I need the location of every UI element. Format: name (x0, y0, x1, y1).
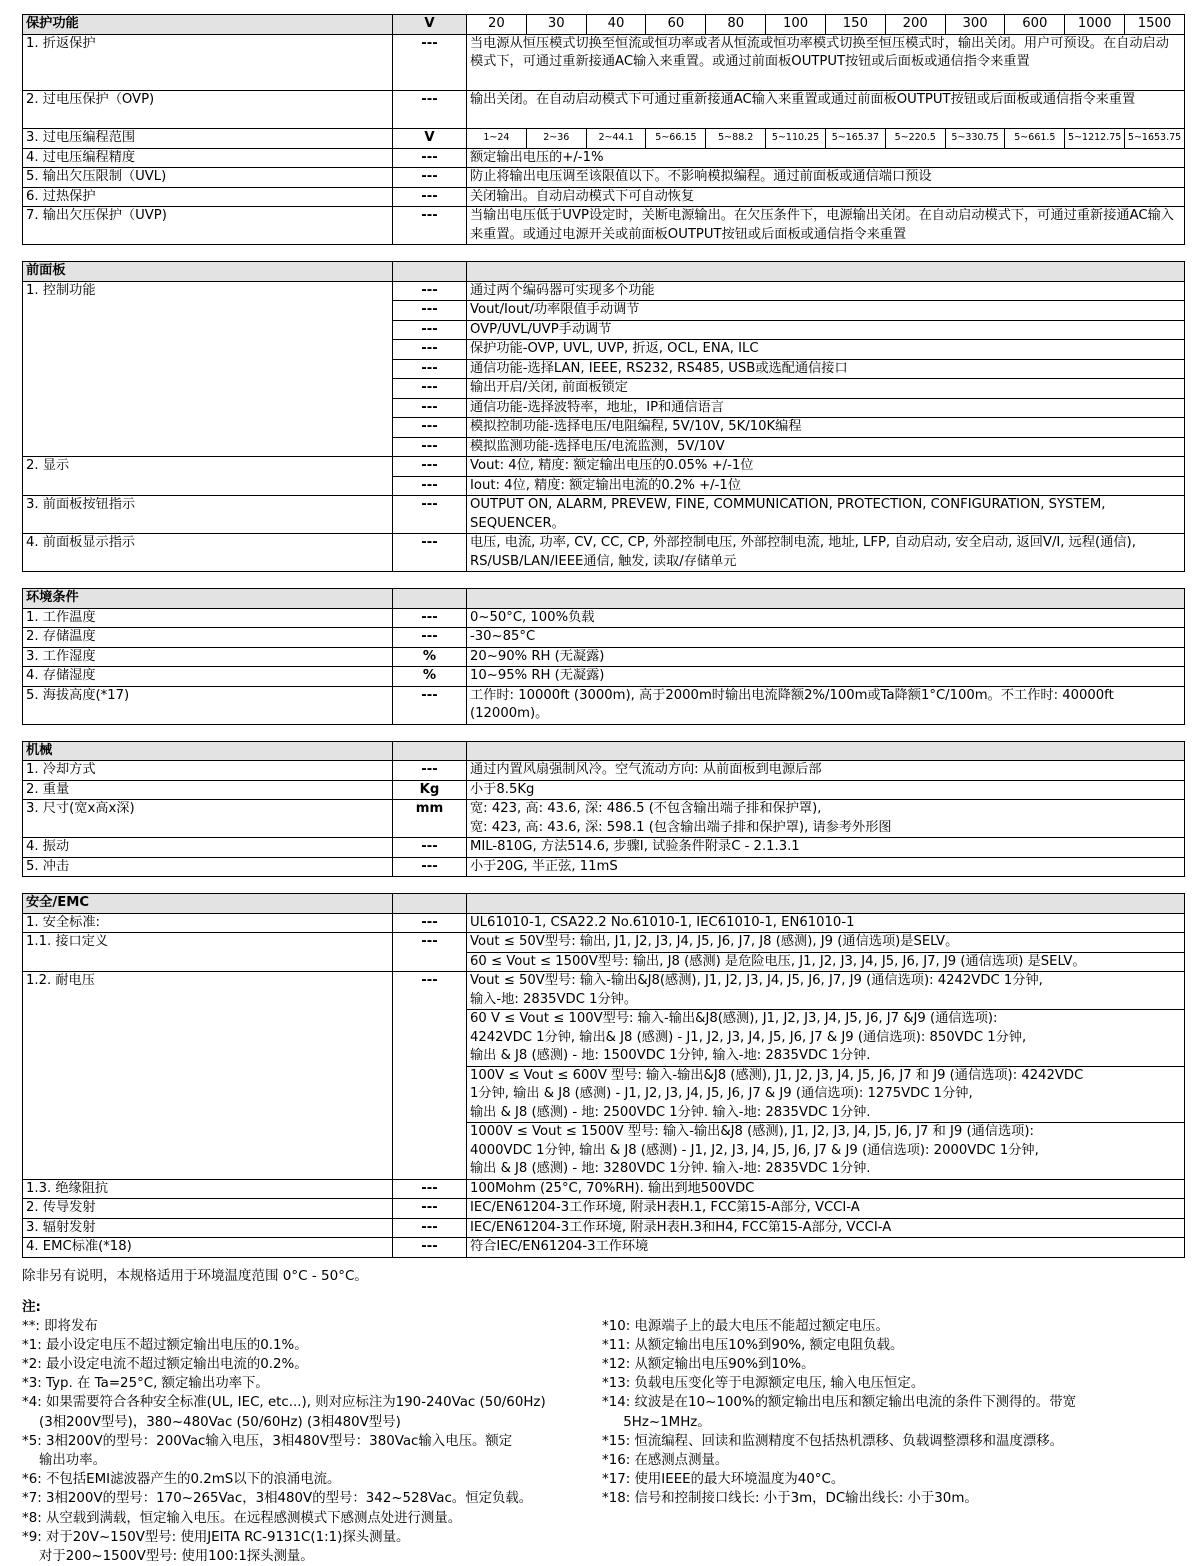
table-row (23, 647, 1185, 667)
table-row (23, 187, 1185, 207)
note-item: *10: 电源端子上的最大电压不能超过额定电压。 (602, 1318, 889, 1334)
note-item: **: 即将发布 (22, 1318, 98, 1334)
row-unit: --- (393, 838, 467, 858)
withstand-line: 输出 & J8 (感测) - 地: 2500VDC 1分钟. 输入-地: 2835VDC 1分钟. (470, 1104, 871, 1120)
row-unit: --- (393, 340, 467, 360)
withstand-line: 1000V ≤ Vout ≤ 1500V 型号: 输入-输出&J8 (感测), J1, J2, J3, J4, J5, J6, J7 和 J9 (通信选项): (470, 1124, 1034, 1139)
note-item: *5: 3相200V的型号：200Vac输入电压，3相480V型号：380Vac输入电压。额定 (22, 1433, 513, 1449)
row-unit: --- (393, 418, 467, 438)
ovp-range-cell: 5~220.5 (885, 129, 945, 149)
row-unit: --- (393, 476, 467, 496)
row-unit: % (393, 667, 467, 687)
row-label: 7. 输出欠压保护（UVP) (23, 207, 393, 245)
note-item: *11: 从额定输出电压10%到90%, 额定电阻负载。 (602, 1337, 904, 1353)
row-unit: --- (393, 933, 467, 972)
row-unit: --- (393, 34, 467, 91)
table-row (23, 1179, 1185, 1199)
row-label: 1.3. 绝缘阻抗 (23, 1179, 393, 1199)
row-value: 输出开启/关闭, 前面板锁定 (467, 379, 1185, 399)
table-row (23, 34, 1185, 91)
table-row (23, 800, 1185, 838)
row-unit: --- (393, 913, 467, 933)
mechanical-table (22, 741, 1185, 878)
row-value: Iout: 4位, 精度: 额定输出电流的0.2% +/-1位 (467, 476, 1185, 496)
row-unit: --- (393, 1199, 467, 1219)
row-value: OVP/UVL/UVP手动调节 (467, 320, 1185, 340)
voltage-header: 150 (825, 15, 885, 35)
row-label: 3. 过电压编程范围 (23, 129, 393, 149)
mechanical-header-row (23, 741, 1185, 761)
row-value: 100Mohm (25°C, 70%RH). 输出到地500VDC (467, 1179, 1185, 1199)
row-label: 4. 振动 (23, 838, 393, 858)
note-item: (3相200V型号)，380~480Vac (50/60Hz) (3相480V型号) (22, 1414, 401, 1430)
notes-section (22, 1317, 1185, 1566)
table-row (23, 281, 1185, 301)
row-unit: --- (393, 301, 467, 321)
row-unit: --- (393, 761, 467, 781)
withstand-line: 输入-地: 2835VDC 1分钟。 (470, 991, 638, 1007)
note-item: *18: 信号和控制接口线长: 小于3m，DC输出线长: 小于30m。 (602, 1491, 978, 1507)
table-row (23, 207, 1185, 245)
note-item: *8: 从空载到满载，恒定输入电压。在远程感测模式下感测点处进行测量。 (22, 1510, 462, 1526)
row-unit: --- (393, 148, 467, 168)
table-row (23, 838, 1185, 858)
table-row (23, 608, 1185, 628)
row-value: 关闭输出。自动启动模式下可自动恢复 (467, 187, 1185, 207)
row-unit: --- (393, 686, 467, 724)
row-value: OUTPUT ON, ALARM, PREVEW, FINE, COMMUNICATION, PROTECTION, CONFIGURATION, SYSTEM, SEQUENCER。 (467, 496, 1185, 534)
voltage-header: 1500 (1125, 15, 1185, 35)
row-unit: --- (393, 1238, 467, 1258)
row-value: Vout: 4位, 精度: 额定输出电压的0.05% +/-1位 (467, 457, 1185, 477)
section-header: 安全/EMC (23, 894, 393, 914)
note-item: 5Hz~1MHz。 (602, 1414, 711, 1430)
section-header: 环境条件 (23, 589, 393, 609)
table-row (23, 780, 1185, 800)
row-value: 防止将输出电压调至该限值以下。不影响模拟编程。通过前面板或通信端口预设 (467, 168, 1185, 188)
environment-table (22, 588, 1185, 725)
row-label: 1. 控制功能 (23, 281, 393, 457)
ovp-range-cell: 5~1212.75 (1065, 129, 1125, 149)
note-item: *12: 从额定输出电压90%到10%。 (602, 1356, 815, 1372)
section-header: 前面板 (23, 262, 393, 282)
row-unit: --- (393, 320, 467, 340)
row-unit: --- (393, 91, 467, 129)
protection-table (22, 14, 1185, 245)
note-item: 输出功率。 (22, 1452, 106, 1468)
note-item: *4: 如果需要符合各种安全标准(UL, IEC, etc...), 则对应标注为190-240Vac (50/60Hz) (22, 1395, 546, 1411)
row-value (467, 800, 1185, 838)
note-item: *15: 恒流编程、回读和监测精度不包括热机漂移、负载调整漂移和温度漂移。 (602, 1433, 1063, 1449)
note-item: *6: 不包括EMI滤波器产生的0.2mS以下的浪涌电流。 (22, 1472, 341, 1488)
row-label: 2. 显示 (23, 457, 393, 496)
row-unit: --- (393, 437, 467, 457)
row-label: 1. 工作温度 (23, 608, 393, 628)
row-label: 2. 传导发射 (23, 1199, 393, 1219)
notes-right-column (602, 1317, 1185, 1566)
note-item: *14: 纹波是在10~100%的额定输出电压和额定输出电流的条件下测得的。带宽 (602, 1395, 1076, 1411)
table-row (23, 628, 1185, 648)
row-unit: --- (393, 608, 467, 628)
ovp-range-cell: 5~1653.75 (1125, 129, 1185, 149)
withstand-line: 4000VDC 1分钟, 输出 & J8 (感测) - J1, J2, J3, J4, J5, J6, J7 & J9 (通信选项): 2000VDC 1分钟, (470, 1142, 1039, 1158)
row-unit: mm (393, 800, 467, 838)
row-unit: --- (393, 398, 467, 418)
row-label: 4. 存储湿度 (23, 667, 393, 687)
section-header: 保护功能 (23, 15, 393, 35)
row-label: 5. 冲击 (23, 857, 393, 877)
table-row (23, 148, 1185, 168)
table-row (23, 972, 1185, 1010)
front-panel-table (22, 261, 1185, 572)
unit-header: V (393, 15, 467, 35)
note-item: *13: 负载电压变化等于电源额定电压, 输入电压恒定。 (602, 1376, 925, 1392)
row-label: 5. 海拔高度(*17) (23, 686, 393, 724)
ovp-range-cell: 1~24 (467, 129, 527, 149)
row-unit: --- (393, 628, 467, 648)
voltage-header: 30 (526, 15, 586, 35)
dimension-line: 宽: 423, 高: 43.6, 深: 598.1 (包含输出端子排和保护罩), 请参考外形图 (470, 819, 892, 835)
ovp-range-cell: 5~661.5 (1005, 129, 1065, 149)
note-item: *16: 在感测点测量。 (602, 1452, 729, 1468)
row-unit: Kg (393, 780, 467, 800)
ovp-range-cell: 2~36 (526, 129, 586, 149)
row-value: 60 ≤ Vout ≤ 1500V型号: 输出, J8 (感测) 是危险电压, J1, J2, J3, J4, J5, J6, J7, J9 (通信选项) 是SELV。 (467, 952, 1185, 972)
row-value (467, 1066, 1185, 1123)
table-row (23, 91, 1185, 129)
notes-title: 注: (22, 1299, 41, 1316)
note-item: 对于200~1500V型号: 使用100:1探头测量。 (22, 1548, 314, 1564)
row-label: 3. 尺寸(宽x高x深) (23, 800, 393, 838)
withstand-line: 1分钟, 输出 & J8 (感测) - J1, J2, J3, J4, J5, J6, J7 & J9 (通信选项): 1275VDC 1分钟, (470, 1086, 973, 1101)
row-value (467, 1123, 1185, 1180)
voltage-header: 80 (706, 15, 766, 35)
section-header: 机械 (23, 741, 393, 761)
ovp-range-row (23, 129, 1185, 149)
row-value: 小于20G, 半正弦, 11mS (467, 857, 1185, 877)
note-item: *2: 最小设定电流不超过额定输出电流的0.2%。 (22, 1356, 308, 1372)
row-label: 2. 过电压保护（OVP) (23, 91, 393, 129)
row-label: 5. 输出欠压限制（UVL) (23, 168, 393, 188)
row-unit: --- (393, 379, 467, 399)
table-row (23, 496, 1185, 534)
row-value (467, 1010, 1185, 1067)
row-value: IEC/EN61204-3工作环境, 附录H表H.1, FCC第15-A部分, VCCI-A (467, 1199, 1185, 1219)
withstand-line: 60 V ≤ Vout ≤ 100V型号: 输入-输出&J8(感测), J1, J2, J3, J4, J5, J6, J7 &J9 (通信选项): (470, 1011, 998, 1026)
row-value: 额定输出电压的+/-1% (467, 148, 1185, 168)
row-unit: --- (393, 1218, 467, 1238)
row-unit: V (393, 129, 467, 149)
voltage-header: 60 (646, 15, 706, 35)
note-item: *17: 使用IEEE的最大环境温度为40°C。 (602, 1472, 845, 1488)
table-row (23, 913, 1185, 933)
note-item: *1: 最小设定电压不超过额定输出电压的0.1%。 (22, 1337, 308, 1353)
table-row (23, 857, 1185, 877)
voltage-header: 40 (586, 15, 646, 35)
row-unit: --- (393, 1179, 467, 1199)
row-unit: --- (393, 457, 467, 477)
row-value: 10~95% RH (无凝露) (467, 667, 1185, 687)
safety-header-row (23, 894, 1185, 914)
row-label: 3. 工作湿度 (23, 647, 393, 667)
row-label: 1.1. 接口定义 (23, 933, 393, 972)
row-value: 0~50°C, 100%负载 (467, 608, 1185, 628)
voltage-header: 100 (766, 15, 826, 35)
row-value: 保护功能-OVP, UVL, UVP, 折返, OCL, ENA, ILC (467, 340, 1185, 360)
row-label: 4. 过电压编程精度 (23, 148, 393, 168)
ovp-range-cell: 2~44.1 (586, 129, 646, 149)
row-unit: --- (393, 534, 467, 572)
row-value: 通过内置风扇强制风冷。空气流动方向: 从前面板到电源后部 (467, 761, 1185, 781)
table-row (23, 1238, 1185, 1258)
row-label: 3. 前面板按钮指示 (23, 496, 393, 534)
row-value (467, 972, 1185, 1010)
row-label: 1. 折返保护 (23, 34, 393, 91)
note-item: *7: 3相200V的型号：170~265Vac，3相480V的型号：342~528Vac。恒定负载。 (22, 1491, 533, 1507)
row-unit: --- (393, 857, 467, 877)
row-label: 1. 安全标准: (23, 913, 393, 933)
row-label: 2. 重量 (23, 780, 393, 800)
withstand-line: 输出 & J8 (感测) - 地: 3280VDC 1分钟. 输入-地: 2835VDC 1分钟. (470, 1161, 871, 1176)
row-label: 4. 前面板显示指示 (23, 534, 393, 572)
table-row (23, 1218, 1185, 1238)
row-value: 工作时: 10000ft (3000m), 高于2000m时输出电流降额2%/100m或Ta降额1°C/100m。不工作时: 40000ft (12000m)。 (467, 686, 1185, 724)
row-value: 小于8.5Kg (467, 780, 1185, 800)
row-value: 模拟控制功能-选择电压/电阻编程, 5V/10V, 5K/10K编程 (467, 418, 1185, 438)
table-row (23, 933, 1185, 953)
voltage-header: 200 (885, 15, 945, 35)
table-row (23, 168, 1185, 188)
protection-header-row (23, 15, 1185, 35)
table-row (23, 1199, 1185, 1219)
environment-header-row (23, 589, 1185, 609)
row-label: 1.2. 耐电压 (23, 972, 393, 1180)
ovp-range-cell: 5~165.37 (825, 129, 885, 149)
row-label: 4. EMC标准(*18) (23, 1238, 393, 1258)
row-unit: --- (393, 207, 467, 245)
row-value: Vout/Iout/功率限值手动调节 (467, 301, 1185, 321)
row-label: 1. 冷却方式 (23, 761, 393, 781)
ovp-range-cell: 5~66.15 (646, 129, 706, 149)
row-unit: --- (393, 187, 467, 207)
withstand-line: 4242VDC 1分钟, 输出& J8 (感测) - J1, J2, J3, J4, J5, J6, J7 & J9 (通信选项): 850VDC 1分钟, (470, 1029, 1027, 1045)
ovp-range-cell: 5~110.25 (766, 129, 826, 149)
front-panel-header-row (23, 262, 1185, 282)
row-value: 通信功能-选择LAN, IEEE, RS232, RS485, USB或选配通信接口 (467, 359, 1185, 379)
row-value: IEC/EN61204-3工作环境, 附录H表H.3和H4, FCC第15-A部分, VCCI-A (467, 1218, 1185, 1238)
table-row (23, 667, 1185, 687)
table-row (23, 457, 1185, 477)
row-value: 通过两个编码器可实现多个功能 (467, 281, 1185, 301)
row-value: 当电源从恒压模式切换至恒流或恒功率或者从恒流或恒功率模式切换至恒压模式时，输出关闭。用户可预设。在自动启动模式下，可通过重新接通AC输入来重置。或通过前面板OUTPUT按钮或后面板或通信指令来重置 (467, 34, 1185, 91)
voltage-header: 300 (945, 15, 1005, 35)
row-value: 输出关闭。在自动启动模式下可通过重新接通AC输入来重置或通过前面板OUTPUT按钮或后面板或通信指令来重置 (467, 91, 1185, 129)
table-row (23, 761, 1185, 781)
table-row (23, 686, 1185, 724)
table-row (23, 534, 1185, 572)
note-item: *3: Typ. 在 Ta=25°C, 额定输出功率下。 (22, 1376, 269, 1392)
row-unit: --- (393, 359, 467, 379)
note-item: *9: 对于20V~150V型号: 使用JEITA RC-9131C(1:1)探头测量。 (22, 1529, 410, 1545)
row-value: 20~90% RH (无凝露) (467, 647, 1185, 667)
row-value: Vout ≤ 50V型号: 输出, J1, J2, J3, J4, J5, J6, J7, J8 (感测), J9 (通信选项)是SELV。 (467, 933, 1185, 953)
withstand-line: 100V ≤ Vout ≤ 600V 型号: 输入-输出&J8 (感测), J1, J2, J3, J4, J5, J6, J7 和 J9 (通信选项): 4242VDC (470, 1067, 1084, 1083)
row-value: 通信功能-选择波特率，地址，IP和通信语言 (467, 398, 1185, 418)
voltage-header: 20 (467, 15, 527, 35)
row-value: -30~85°C (467, 628, 1185, 648)
notes-left-column (22, 1317, 602, 1566)
temperature-footnote: 除非另有说明，本规格适用于环境温度范围 0°C - 50°C。 (22, 1267, 368, 1284)
row-unit: --- (393, 281, 467, 301)
row-value: 符合IEC/EN61204-3工作环境 (467, 1238, 1185, 1258)
row-value: 模拟监测功能-选择电压/电流监测，5V/10V (467, 437, 1185, 457)
row-value: UL61010-1, CSA22.2 No.61010-1, IEC61010-1, EN61010-1 (467, 913, 1185, 933)
row-value: MIL-810G, 方法514.6, 步骤I, 试验条件附录C - 2.1.3.1 (467, 838, 1185, 858)
voltage-header: 1000 (1065, 15, 1125, 35)
withstand-line: 输出 & J8 (感测) - 地: 1500VDC 1分钟, 输入-地: 2835VDC 1分钟. (470, 1048, 871, 1063)
withstand-line: Vout ≤ 50V型号: 输入-输出&J8(感测), J1, J2, J3, J4, J5, J6, J7, J9 (通信选项): 4242VDC 1分钟, (470, 973, 1043, 988)
row-label: 2. 存储温度 (23, 628, 393, 648)
row-unit: --- (393, 972, 467, 1180)
row-label: 3. 辐射发射 (23, 1218, 393, 1238)
safety-table (22, 893, 1185, 1258)
row-value: 电压, 电流, 功率, CV, CC, CP, 外部控制电压, 外部控制电流, 地址, LFP, 自动启动, 安全启动, 返回V/I, 远程(通信), RS/USB/LAN/IEEE通信, 触发, 读取/存储单元 (467, 534, 1185, 572)
row-unit: --- (393, 496, 467, 534)
dimension-line: 宽: 423, 高: 43.6, 深: 486.5 (不包含输出端子排和保护罩), (470, 801, 822, 816)
spec-document (22, 14, 1185, 1566)
ovp-range-cell: 5~88.2 (706, 129, 766, 149)
row-label: 6. 过热保护 (23, 187, 393, 207)
row-unit: --- (393, 168, 467, 188)
row-value: 当输出电压低于UVP设定时，关断电源输出。在欠压条件下，电源输出关闭。在自动启动模式下，可通过重新接通AC输入来重置。或通过电源开关或前面板OUTPUT按钮或后面板或通信指令来重置 (467, 207, 1185, 245)
voltage-header: 600 (1005, 15, 1065, 35)
row-unit: % (393, 647, 467, 667)
ovp-range-cell: 5~330.75 (945, 129, 1005, 149)
